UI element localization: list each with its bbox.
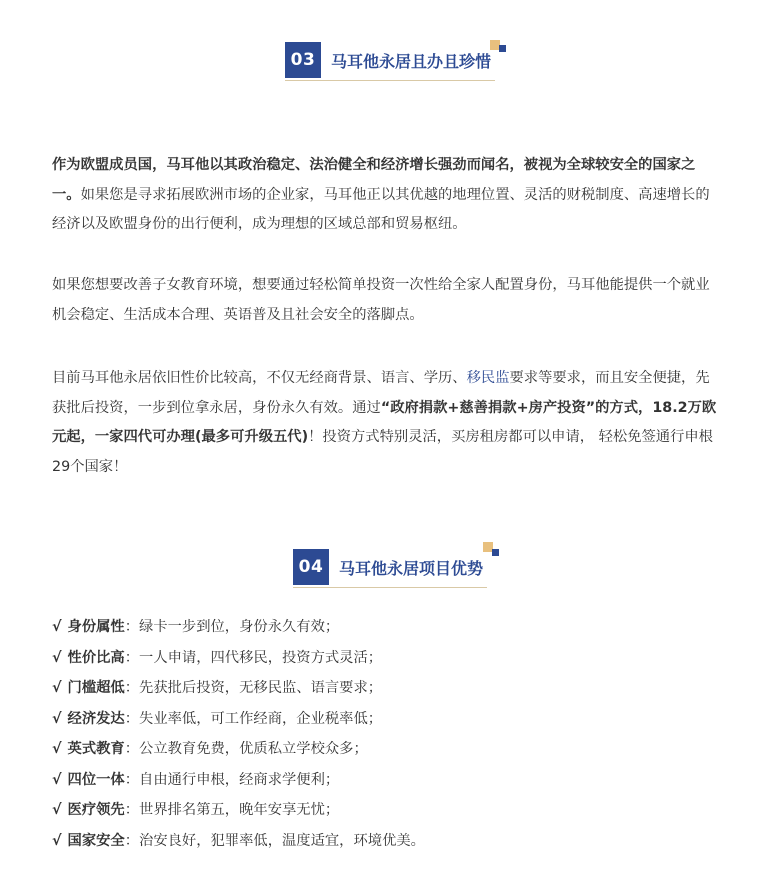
section-header-bar [293, 547, 487, 588]
advantage-value: 失业率低，可工作经商，企业税率低； [139, 710, 383, 727]
check-icon: √ [52, 710, 62, 727]
check-icon: √ [52, 802, 62, 818]
check-icon: √ [52, 832, 62, 849]
check-icon: √ [52, 649, 62, 666]
check-icon: √ [52, 771, 62, 788]
advantage-key: 经济发达 [67, 710, 125, 727]
paragraph-investment-text-3: ！投资方式特别灵活，买房租房都可以申请， 轻松免签通行申根29个国家！ [52, 429, 713, 475]
section-title: 马耳他永居且办且珍惜 [331, 51, 492, 71]
advantage-separator: ： [124, 802, 140, 818]
paragraph-intro-bold: 作为欧盟成员国，马耳他以其政治稳定、法治健全和经济增长强劲而闻名，被视为全球较安全的国家之一。 [52, 157, 696, 203]
paragraph-intro [52, 151, 722, 240]
advantage-separator: ： [124, 832, 140, 849]
paragraph-education-text: 如果您想要改善子女教育环境，想要通过轻松简单投资一次性给全家人配置身份，马耳他能提供一个就业机会稳定、生活成本合理、英语普及且社会安全的落脚点。 [52, 277, 710, 323]
advantage-key: 身份属性 [67, 619, 125, 635]
advantage-key: 四位一体 [67, 771, 125, 788]
paragraph-intro-text: 如果您是寻求拓展欧洲市场的企业家，马耳他正以其优越的地理位置、灵活的财税制度、高速增长的经济以及欧盟身份的出行便利，成为理想的区域总部和贸易枢纽。 [52, 186, 710, 232]
advantage-separator: ： [124, 771, 140, 788]
advantage-key: 门槛超低 [67, 680, 125, 696]
advantage-key: 医疗领先 [67, 802, 125, 818]
immigration-supervision-link[interactable]: 移民监 [466, 370, 510, 386]
advantage-value: 绿卡一步到位，身份永久有效； [139, 619, 340, 635]
check-icon: √ [52, 741, 62, 757]
advantage-key: 性价比高 [67, 649, 125, 666]
advantage-value: 公立教育免费，优质私立学校众多； [139, 741, 368, 757]
advantage-value: 先获批后投资，无移民监、语言要求； [139, 680, 383, 696]
advantage-separator: ： [124, 710, 140, 727]
list-item [52, 612, 732, 643]
advantage-key: 英式教育 [67, 741, 125, 757]
section-number-badge: 04 [293, 549, 329, 585]
advantages-list [52, 612, 732, 856]
check-icon: √ [52, 680, 62, 696]
advantage-value: 一人申请，四代移民，投资方式灵活； [139, 649, 383, 666]
section-header-04 [0, 542, 763, 592]
list-item [52, 795, 732, 826]
decor-blue-square [492, 549, 499, 556]
decor-blue-square [499, 45, 506, 52]
advantage-value: 世界排名第五，晚年安享无忧； [139, 802, 340, 818]
advantage-separator: ： [124, 619, 140, 635]
list-item [52, 826, 732, 857]
advantage-separator: ： [124, 680, 140, 696]
list-item [52, 673, 732, 704]
list-item [52, 704, 732, 735]
advantage-value: 自由通行申根，经商求学便利； [139, 771, 340, 788]
section-title: 马耳他永居项目优势 [339, 558, 484, 578]
section-header-bar [285, 40, 495, 81]
advantage-value: 治安良好，犯罪率低，温度适宜，环境优美。 [139, 832, 425, 849]
paragraph-education [52, 271, 722, 330]
advantage-separator: ： [124, 649, 140, 666]
list-item [52, 643, 732, 674]
advantage-key: 国家安全 [67, 832, 125, 849]
paragraph-investment-text-2: 要求等要求，而且安全便捷，先获批后投资，一步到位拿永居，身份永久有效。通过 [52, 370, 710, 416]
advantage-separator: ： [124, 741, 140, 757]
section-number-badge: 03 [285, 42, 321, 78]
paragraph-investment-bold: “政府捐款+慈善捐款+房产投资”的方式，18.2万欧元起，一家四代可办理(最多可升级五代) [52, 399, 717, 445]
list-item [52, 765, 732, 796]
check-icon: √ [52, 619, 62, 635]
section-header-03 [0, 40, 763, 90]
paragraph-investment-text-1: 目前马耳他永居依旧性价比较高，不仅无经商背景、语言、学历、 [52, 370, 467, 386]
paragraph-investment [52, 364, 722, 482]
list-item [52, 734, 732, 765]
